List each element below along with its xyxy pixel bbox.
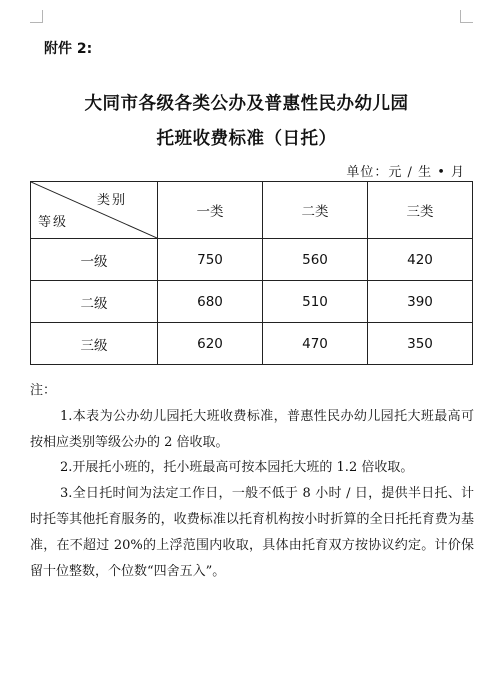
page-corner-mark-left (30, 10, 43, 23)
fee-cell: 560 (263, 239, 368, 281)
row-grade-label: 二级 (31, 281, 158, 323)
column-header-class-3: 三类 (368, 182, 473, 239)
unit-label: 单位：元 / 生 • 月 (346, 165, 465, 180)
table-header-row (31, 182, 473, 239)
row-grade-label: 一级 (31, 239, 158, 281)
document-title-line-1: 大同市各级各类公办及普惠性民办幼儿园 (84, 94, 409, 114)
note-item-1: 1.本表为公办幼儿园托大班收费标准，普惠性民办幼儿园托大班最高可按相应类别等级公办的 2 倍收取。 (30, 408, 474, 450)
fee-cell: 750 (158, 239, 263, 281)
row-grade-label: 三级 (31, 323, 158, 365)
table-row (31, 239, 473, 281)
document-title-line-2: 托班收费标准（日托） (156, 129, 337, 149)
attachment-label: 附件 2: (44, 41, 93, 57)
fee-cell: 350 (368, 323, 473, 365)
fee-cell: 390 (368, 281, 473, 323)
fee-cell: 620 (158, 323, 263, 365)
note-item-2: 2.开展托小班的，托小班最高可按本园托大班的 1.2 倍收取。 (60, 460, 414, 476)
table-row (31, 281, 473, 323)
notes-heading: 注： (30, 383, 57, 398)
fee-table (30, 181, 473, 365)
column-header-class-1: 一类 (158, 182, 263, 239)
table-corner-cell (31, 182, 158, 239)
table-row (31, 323, 473, 365)
fee-cell: 680 (158, 281, 263, 323)
fee-cell: 420 (368, 239, 473, 281)
column-header-class-2: 二类 (263, 182, 368, 239)
fee-cell: 510 (263, 281, 368, 323)
page-corner-mark-right (460, 10, 473, 23)
corner-grade-label: 等级 (38, 215, 69, 230)
corner-category-label: 类别 (96, 193, 127, 208)
fee-cell: 470 (263, 323, 368, 365)
notes-section (30, 378, 474, 584)
note-item-3: 3.全日托时间为法定工作日，一般不低于 8 小时 / 日，提供半日托、计时托等其他托育服务的，收费标准以托育机构按小时折算的全日托托育费为基准，在不超过 20%的上浮范围内收取，具体由托育双方按协议约定。计价保留十位整数，个位数“四舍五入”。 (30, 486, 474, 579)
